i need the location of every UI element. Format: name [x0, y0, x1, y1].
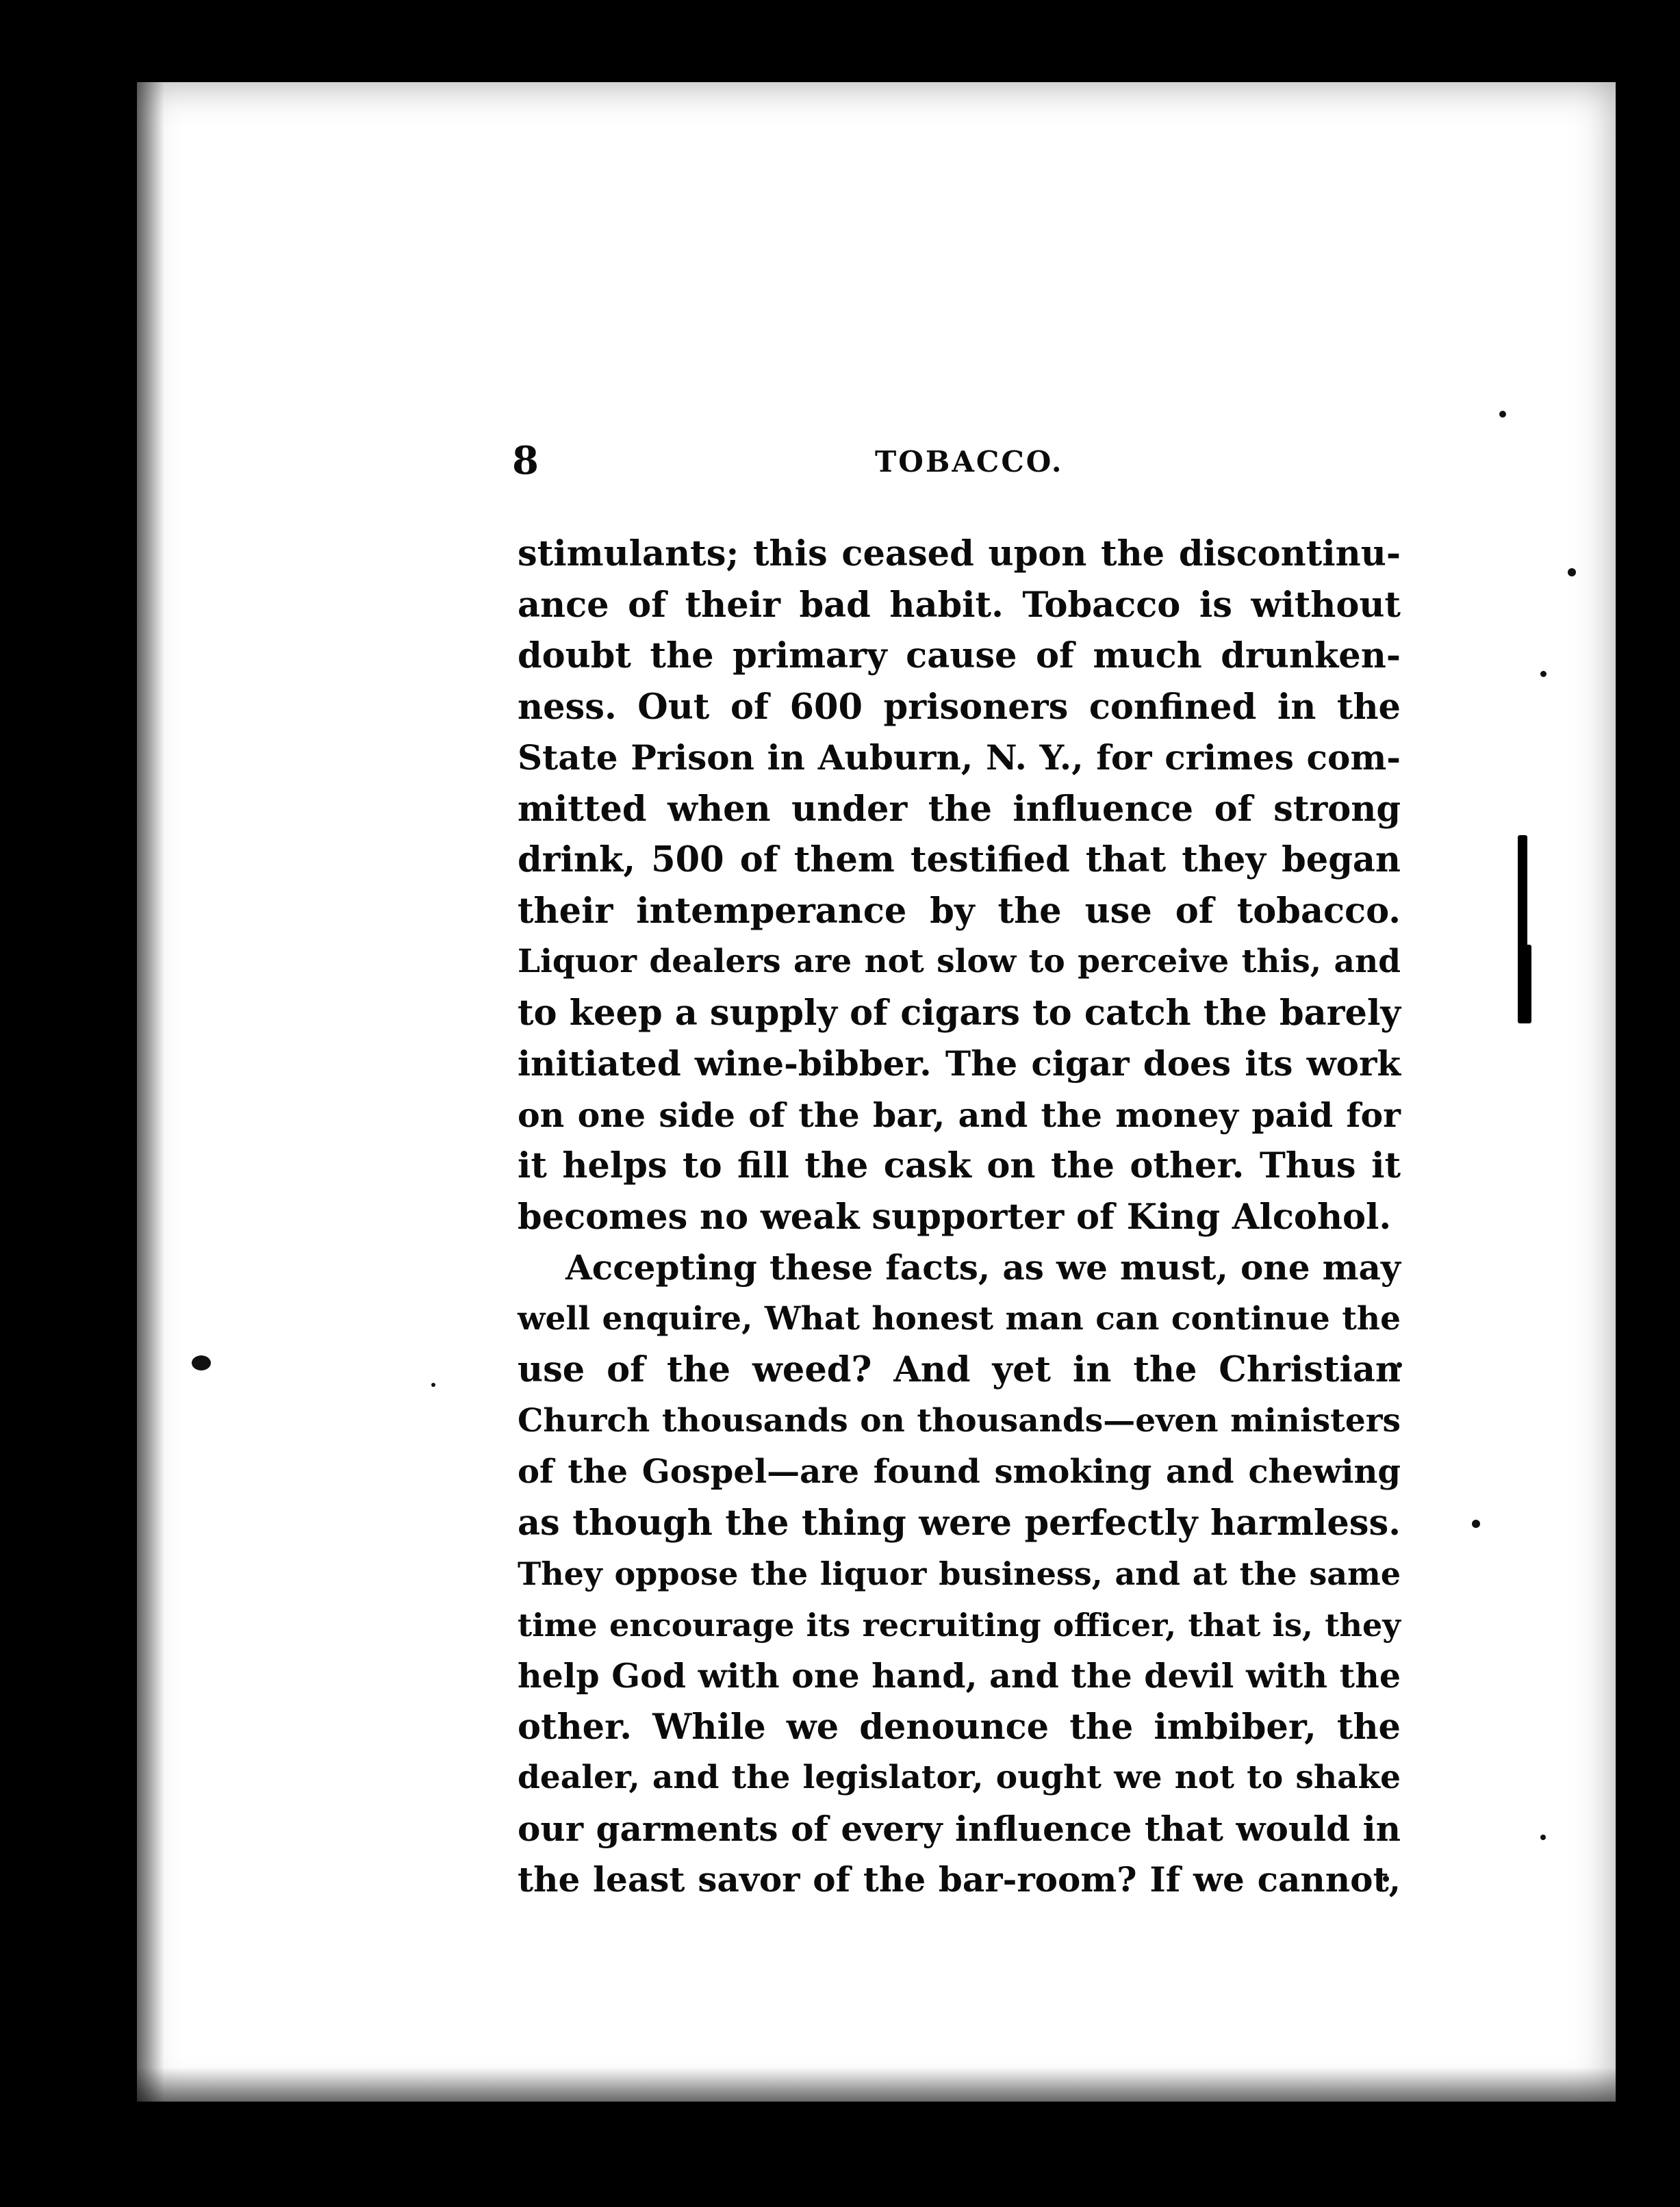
scan-speck — [1568, 568, 1576, 576]
text-line: well enquire, What honest man can continue the — [518, 1299, 1401, 1338]
scan-mark — [1518, 945, 1531, 1023]
page-sheet — [137, 82, 1616, 2102]
text-line: Liquor dealers are not slow to perceive this, and — [518, 943, 1401, 980]
text-line: time encourage its recruiting officer, that is, they — [518, 1606, 1401, 1644]
text-line: becomes no weak supporter of King Alcohol. — [518, 1196, 1392, 1238]
text-line: as though the thing were perfectly harmless. — [518, 1502, 1401, 1544]
scan-speck — [1540, 1835, 1546, 1840]
text-line: initiated wine-bibber. The cigar does its work — [518, 1043, 1401, 1084]
scan-speck — [431, 1383, 435, 1387]
text-line: stimulants; this ceased upon the discontinu- — [518, 533, 1401, 574]
page-shadow-left — [137, 82, 164, 2102]
body-text — [518, 528, 1401, 1906]
text-line: mitted when under the influence of strong — [518, 788, 1401, 830]
text-line: our garments of every influence that would in — [518, 1808, 1401, 1849]
text-line: it helps to fill the cask on the other. Thus it — [518, 1145, 1401, 1186]
scan-speck — [1540, 671, 1547, 677]
running-head — [512, 438, 1416, 486]
text-line: use of the weed? And yet in the Christian — [518, 1349, 1401, 1390]
text-line: State Prison in Auburn, N. Y., for crimes com- — [518, 737, 1401, 778]
scan-speck — [1499, 411, 1506, 418]
scan-speck — [1472, 1520, 1480, 1528]
text-line: the least savor of the bar-room? If we cannot, — [518, 1859, 1401, 1900]
paragraph-2 — [518, 1242, 1401, 1906]
text-line: doubt the primary cause of much drunken- — [518, 635, 1401, 676]
text-line: Church thousands on thousands—even ministers — [518, 1401, 1401, 1440]
paragraph-1 — [518, 528, 1401, 1242]
text-line: They oppose the liquor business, and at the same — [518, 1555, 1401, 1592]
text-line: on one side of the bar, and the money paid for — [518, 1095, 1401, 1135]
text-line: to keep a supply of cigars to catch the barely — [518, 992, 1401, 1034]
page-number: 8 — [512, 438, 539, 483]
scan-speck — [192, 1355, 211, 1370]
text-line: ness. Out of 600 prisoners confined in the — [518, 686, 1401, 728]
text-line: help God with one hand, and the devil with the — [518, 1656, 1401, 1696]
text-line: of the Gospel—are found smoking and chewing — [518, 1453, 1401, 1491]
text-line: dealer, and the legislator, ought we not to shake — [518, 1759, 1401, 1796]
text-line: Accepting these facts, as we must, one may — [565, 1247, 1401, 1288]
page-shadow-bottom — [137, 2067, 1616, 2102]
text-line: ance of their bad habit. Tobacco is without — [518, 584, 1401, 626]
text-line: drink, 500 of them testified that they began — [518, 839, 1401, 880]
text-line: other. While we denounce the imbiber, the — [518, 1706, 1401, 1748]
text-line: their intemperance by the use of tobacco. — [518, 890, 1401, 932]
running-title: TOBACCO. — [875, 445, 1064, 479]
